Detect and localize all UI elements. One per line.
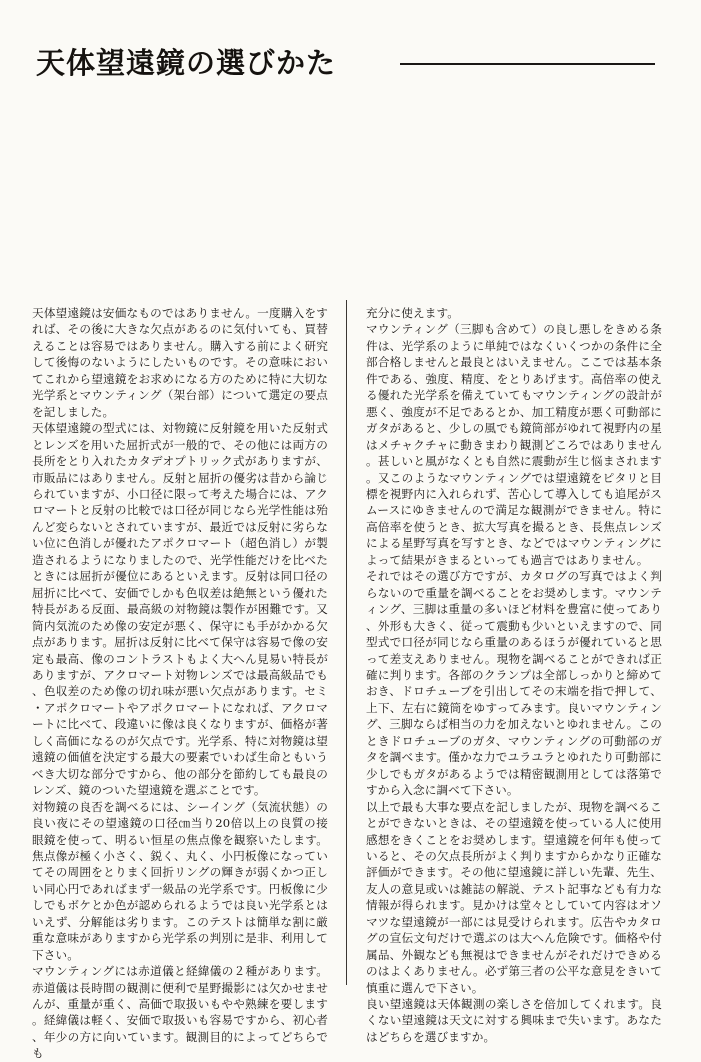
left-paragraph-4: マウンティングには赤道儀と経緯儀の２種があります。赤道儀は長時間の観測に便利で星野撮影には欠かせませんが、重量が重く、高価で取扱いもやや熟練を要します。経緯儀は軽く、安価で取扱いも容易ですから、初心者、年少の方に向いています。観測目的によってどちらでも xyxy=(32,964,328,1061)
column-divider xyxy=(346,300,347,985)
right-paragraph-2: マウンティング（三脚も含めて）の良し悪しをきめる条件は、光学系のように単純ではなくいくつかの条件に全部合格しませんと最良とはいえません。ここでは基本条件である、強度、精度、をとりあげます。高倍率の使える優れた光学系を備えていてもマウンティングの設計が悪く、強度が不足であるとか、加工精度が悪く可動部にガタがあると、少しの風でも鏡筒部がゆれて視野内の星はメチャクチャに動きまわり観測どころではありません。甚しいと風がなくとも自然に震動が生じ悩まされます。又このようなマウンティングでは望遠鏡をピタリと目標を視野内に入れられず、苦心して導入しても追尾がスムースにゆきませんので満足な観測ができません。特に高倍率を使うとき、拡大写真を撮るとき、長焦点レンズによる星野写真を写すとき、などではマウンティングによって結果がきまるといっても過言ではありません。 xyxy=(366,322,662,567)
left-paragraph-2: 天体望遠鏡の型式には、対物鏡に反射鏡を用いた反射式とレンズを用いた屈折式が一般的で、その他には両方の長所をとり入れたカタデオプトリック式がありますが、市販品にはありません。反射と屈折の優劣は昔から論じられていますが、小口径に限って考えた場合には、アクロマートと反射の比較では口径が同じなら光学性能は殆んど変らないとされていますが、最近では反射に劣らない位に色消しが優れたアポクロマート（超色消し）が製造されるようになりましたので、光学性能だけを比べたときには屈折が優位にあるといえます。反射は同口径の屈折に比べて、安価でしかも色収差は絶無という優れた特長がある反面、最高級の対物鏡は製作が困難です。又筒内気流のため像の安定が悪く、保守にも手がかかる欠点があります。屈折は反射に比べて保守は容易で像の安定も最高、像のコントラストもよく大へん見易い特長がありますが、アクロマート対物レンズでは最高級品でも、色収差のため像の切れ味が悪い欠点があります。セミ・アポクロマートやアポクロマートになれば、アクロマートに比べて、段違いに像は良くなりますが、価格が著しく高価になるのが欠点です。光学系、特に対物鏡は望遠鏡の価値を決定する最大の要素でいわば生命ともいうべき大切な部分ですから、他の部分を節約しても最良のレンズ、鏡のついた望遠鏡を選ぶことです。 xyxy=(32,421,328,798)
left-paragraph-1: 天体望遠鏡は安価なものではありません。一度購入をすれば、その後に大きな欠点があるのに気付いても、買替えることは容易ではありません。購入する前によく研究して後悔のないようにしたいものです。その意味においてこれから望遠鏡をお求めになる方のために特に大切な光学系とマウンティング（架台部）について選定の要点を記しました。 xyxy=(32,306,328,419)
left-paragraph-3: 対物鏡の良否を調べるには、シーイング（気流状態）の良い夜にその望遠鏡の口径㎝当り20倍以上の良質の接眼鏡を使って、明るい恒星の焦点像を観察いたします。焦点像が極く小さく、鋭く、丸く、小円板像になっていてその周囲をとりまく回折リングの輝きが弱くかつ正しい同心円であればまず一級品の光学系です。円板像に少しでもボケとか色が認められるようでは良い光学系とはいえず、分解能は劣ります。このテストは簡単な割に厳重な意味がありますから光学系の判別に是非、利用して下さい。 xyxy=(32,799,328,962)
right-paragraph-4: 以上で最も大事な要点を記しましたが、現物を調べることができないときは、その望遠鏡を使っている人に使用感想をきくことをお奨めします。望遠鏡を何年も使っていると、その欠点長所がよく判りますからかなり正確な評価ができます。その他に望遠鏡に詳しい先輩、先生、友人の意見或いは雑誌の解説、テスト記事なども有力な情報が得られます。見かけは堂々としていて内容はオソマツな望遠鏡が一部には見受けられます。広告やカタログの宣伝文句だけで選ぶのは大へん危険です。価格や付属品、外観なども無視はできませんがそれだけできめるのはよくありません。必ず第三者の公平な意見をきいて慎重に選んで下さい。 xyxy=(366,799,662,995)
right-paragraph-3: それではその選び方ですが、カタログの写真ではよく判らないので重量を調べることをお奨めします。マウンティング、三脚は重量の多いほど材料を豊富に使ってあり、外形も大きく、従って震動も少いといえますので、同型式で口径が同じなら重量のあるほうが優れていると思って差支えありません。現物を調べることができれば正確に判ります。各部のクランプは全部しっかりと締めておき、ドロチューブを引出してその末端を指で押して、上下、左右に鏡筒をゆすってみます。良いマウンティング、三脚ならば相当の力を加えないとゆれません。このときドロチューブのガタ、マウンティングの可動部のガタを調べます。僅かな力でユラユラとゆれたり可動部に少しでもガタがあるようでは精密観測用としては落第ですから入念に調べて下さい。 xyxy=(366,569,662,798)
right-paragraph-5: 良い望遠鏡は天体観測の楽しさを倍加してくれます。良くない望遠鏡は天文に対する興味まで失います。あなたはどちらを選びますか。 xyxy=(366,997,662,1044)
page-title: 天体望遠鏡の選びかた xyxy=(36,46,337,80)
right-paragraph-1: 充分に使えます。 xyxy=(366,306,460,320)
right-column xyxy=(366,305,662,1044)
title-rule xyxy=(400,63,655,65)
left-column xyxy=(32,305,328,1061)
title-row xyxy=(36,40,661,90)
